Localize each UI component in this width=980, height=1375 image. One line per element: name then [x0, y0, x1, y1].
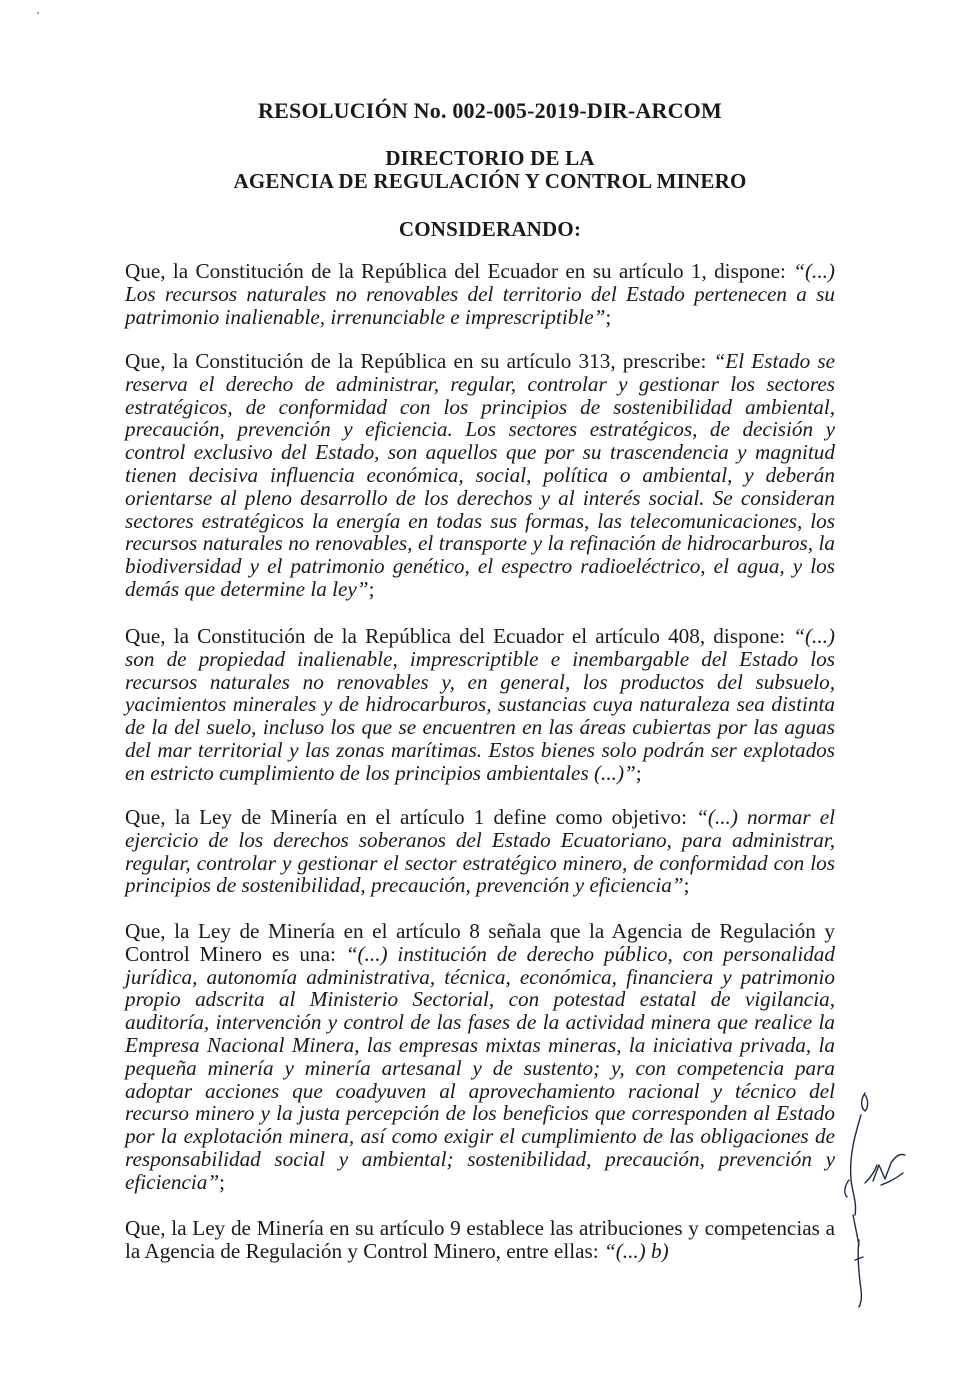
- considerando-paragraph-1: [125, 260, 835, 328]
- directorio-heading-line1: DIRECTORIO DE LA: [385, 146, 595, 170]
- paragraph-lead: Que, la Ley de Minería en el artículo 1 define como objetivo:: [125, 805, 697, 829]
- scan-speck-icon: [35, 10, 41, 16]
- paragraph-quote: “(...) normar el ejercicio de los derechos soberanos del Estado Ecuatoriano, para administrar, regular, controlar y gestionar el sector estratégico minero, de conformidad con los principios de sostenibilidad, precaución, prevención y eficiencia”: [125, 805, 835, 898]
- paragraph-tail: ;: [605, 304, 612, 329]
- paragraph-quote: “(...) b): [603, 1238, 669, 1263]
- considerando-paragraph-6: [125, 1217, 835, 1263]
- paragraph-tail: ;: [219, 1169, 226, 1194]
- paragraph-lead: Que, la Constitución de la República del Ecuador en su artículo 1, dispone:: [125, 259, 794, 283]
- handwritten-initials-icon: [835, 1085, 915, 1315]
- paragraph-lead: Que, la Constitución de la República en su artículo 313, prescribe:: [125, 349, 714, 373]
- paragraph-tail: ;: [368, 576, 375, 601]
- directorio-heading-line2: AGENCIA DE REGULACIÓN Y CONTROL MINERO: [233, 169, 747, 193]
- considerando-paragraph-5: [125, 920, 835, 1194]
- paragraph-quote: “(...) institución de derecho público, con personalidad jurídica, autonomía administrativa, técnica, económica, financiera y patrimonio propio adscrita al Ministerio Sectorial, con potestad estatal de vigilancia, auditoría, intervención y control de las fases de la actividad minera que realice la Empresa Nacional Minera, las empresas mixtas mineras, la iniciativa privada, la pequeña minería y minería artesanal y de sustento; y, con competencia para adoptar acciones que coadyuven al aprovechamiento racional y técnico del recurso minero y la justa percepción de los beneficios que corresponden al Estado por la explotación minera, así como exigir el cumplimiento de las obligaciones de responsabilidad social y ambiental; sostenibilidad, precaución, prevención y eficiencia”: [125, 941, 835, 1194]
- paragraph-quote: “(...) Los recursos naturales no renovables del territorio del Estado pertenecen a su patrimonio inalienable, irrenunciable e imprescriptible”: [125, 259, 835, 329]
- paragraph-tail: ;: [683, 873, 690, 898]
- paragraph-lead: Que, la Constitución de la República del Ecuador el artículo 408, dispone:: [125, 624, 794, 648]
- paragraph-quote: “El Estado se reserva el derecho de administrar, regular, controlar y gestionar los sectores estratégicos, de conformidad con los principios de sostenibilidad ambiental, precaución, prevención y eficiencia. Los sectores estratégicos, de decisión y control exclusivo del Estado, son aquellos que por su trascendencia y magnitud tienen decisiva influencia económica, social, política o ambiental, y deberán orientarse al pleno desarrollo de los derechos y al interés social. Se consideran sectores estratégicos la energía en todas sus formas, las telecomunicaciones, los recursos naturales no renovables, el transporte y la refinación de hidrocarburos, la biodiversidad y el patrimonio genético, el espectro radioeléctrico, el agua, y los demás que determine la ley”: [125, 349, 835, 601]
- resolution-title: RESOLUCIÓN No. 002-005-2019-DIR-ARCOM: [258, 98, 722, 123]
- considerando-heading: CONSIDERANDO:: [398, 217, 582, 241]
- paragraph-tail: ;: [635, 760, 642, 785]
- considerando-paragraph-2: [125, 350, 835, 601]
- paragraph-lead: Que, la Ley de Minería en su artículo 9 establece las atribuciones y competencias a la Agencia de Regulación y Control Minero, entre ellas:: [125, 1216, 835, 1263]
- paragraph-quote: “(...) son de propiedad inalienable, imprescriptible e inembargable del Estado los recursos naturales no renovables y, en general, los productos del subsuelo, yacimientos minerales y de hidrocarburos, sustancias cuya naturaleza sea distinta de la del suelo, incluso los que se encuentren en las áreas cubiertas por las aguas del mar territorial y las zonas marítimas. Estos bienes solo podrán ser explotados en estricto cumplimiento de los principios ambientales (...)”: [125, 624, 835, 785]
- considerando-paragraph-3: [125, 625, 835, 785]
- considerando-paragraph-4: [125, 806, 835, 897]
- paragraph-lead: Que, la Ley de Minería en el artículo 8 señala que la Agencia de Regulación y Control Minero es una:: [125, 919, 835, 966]
